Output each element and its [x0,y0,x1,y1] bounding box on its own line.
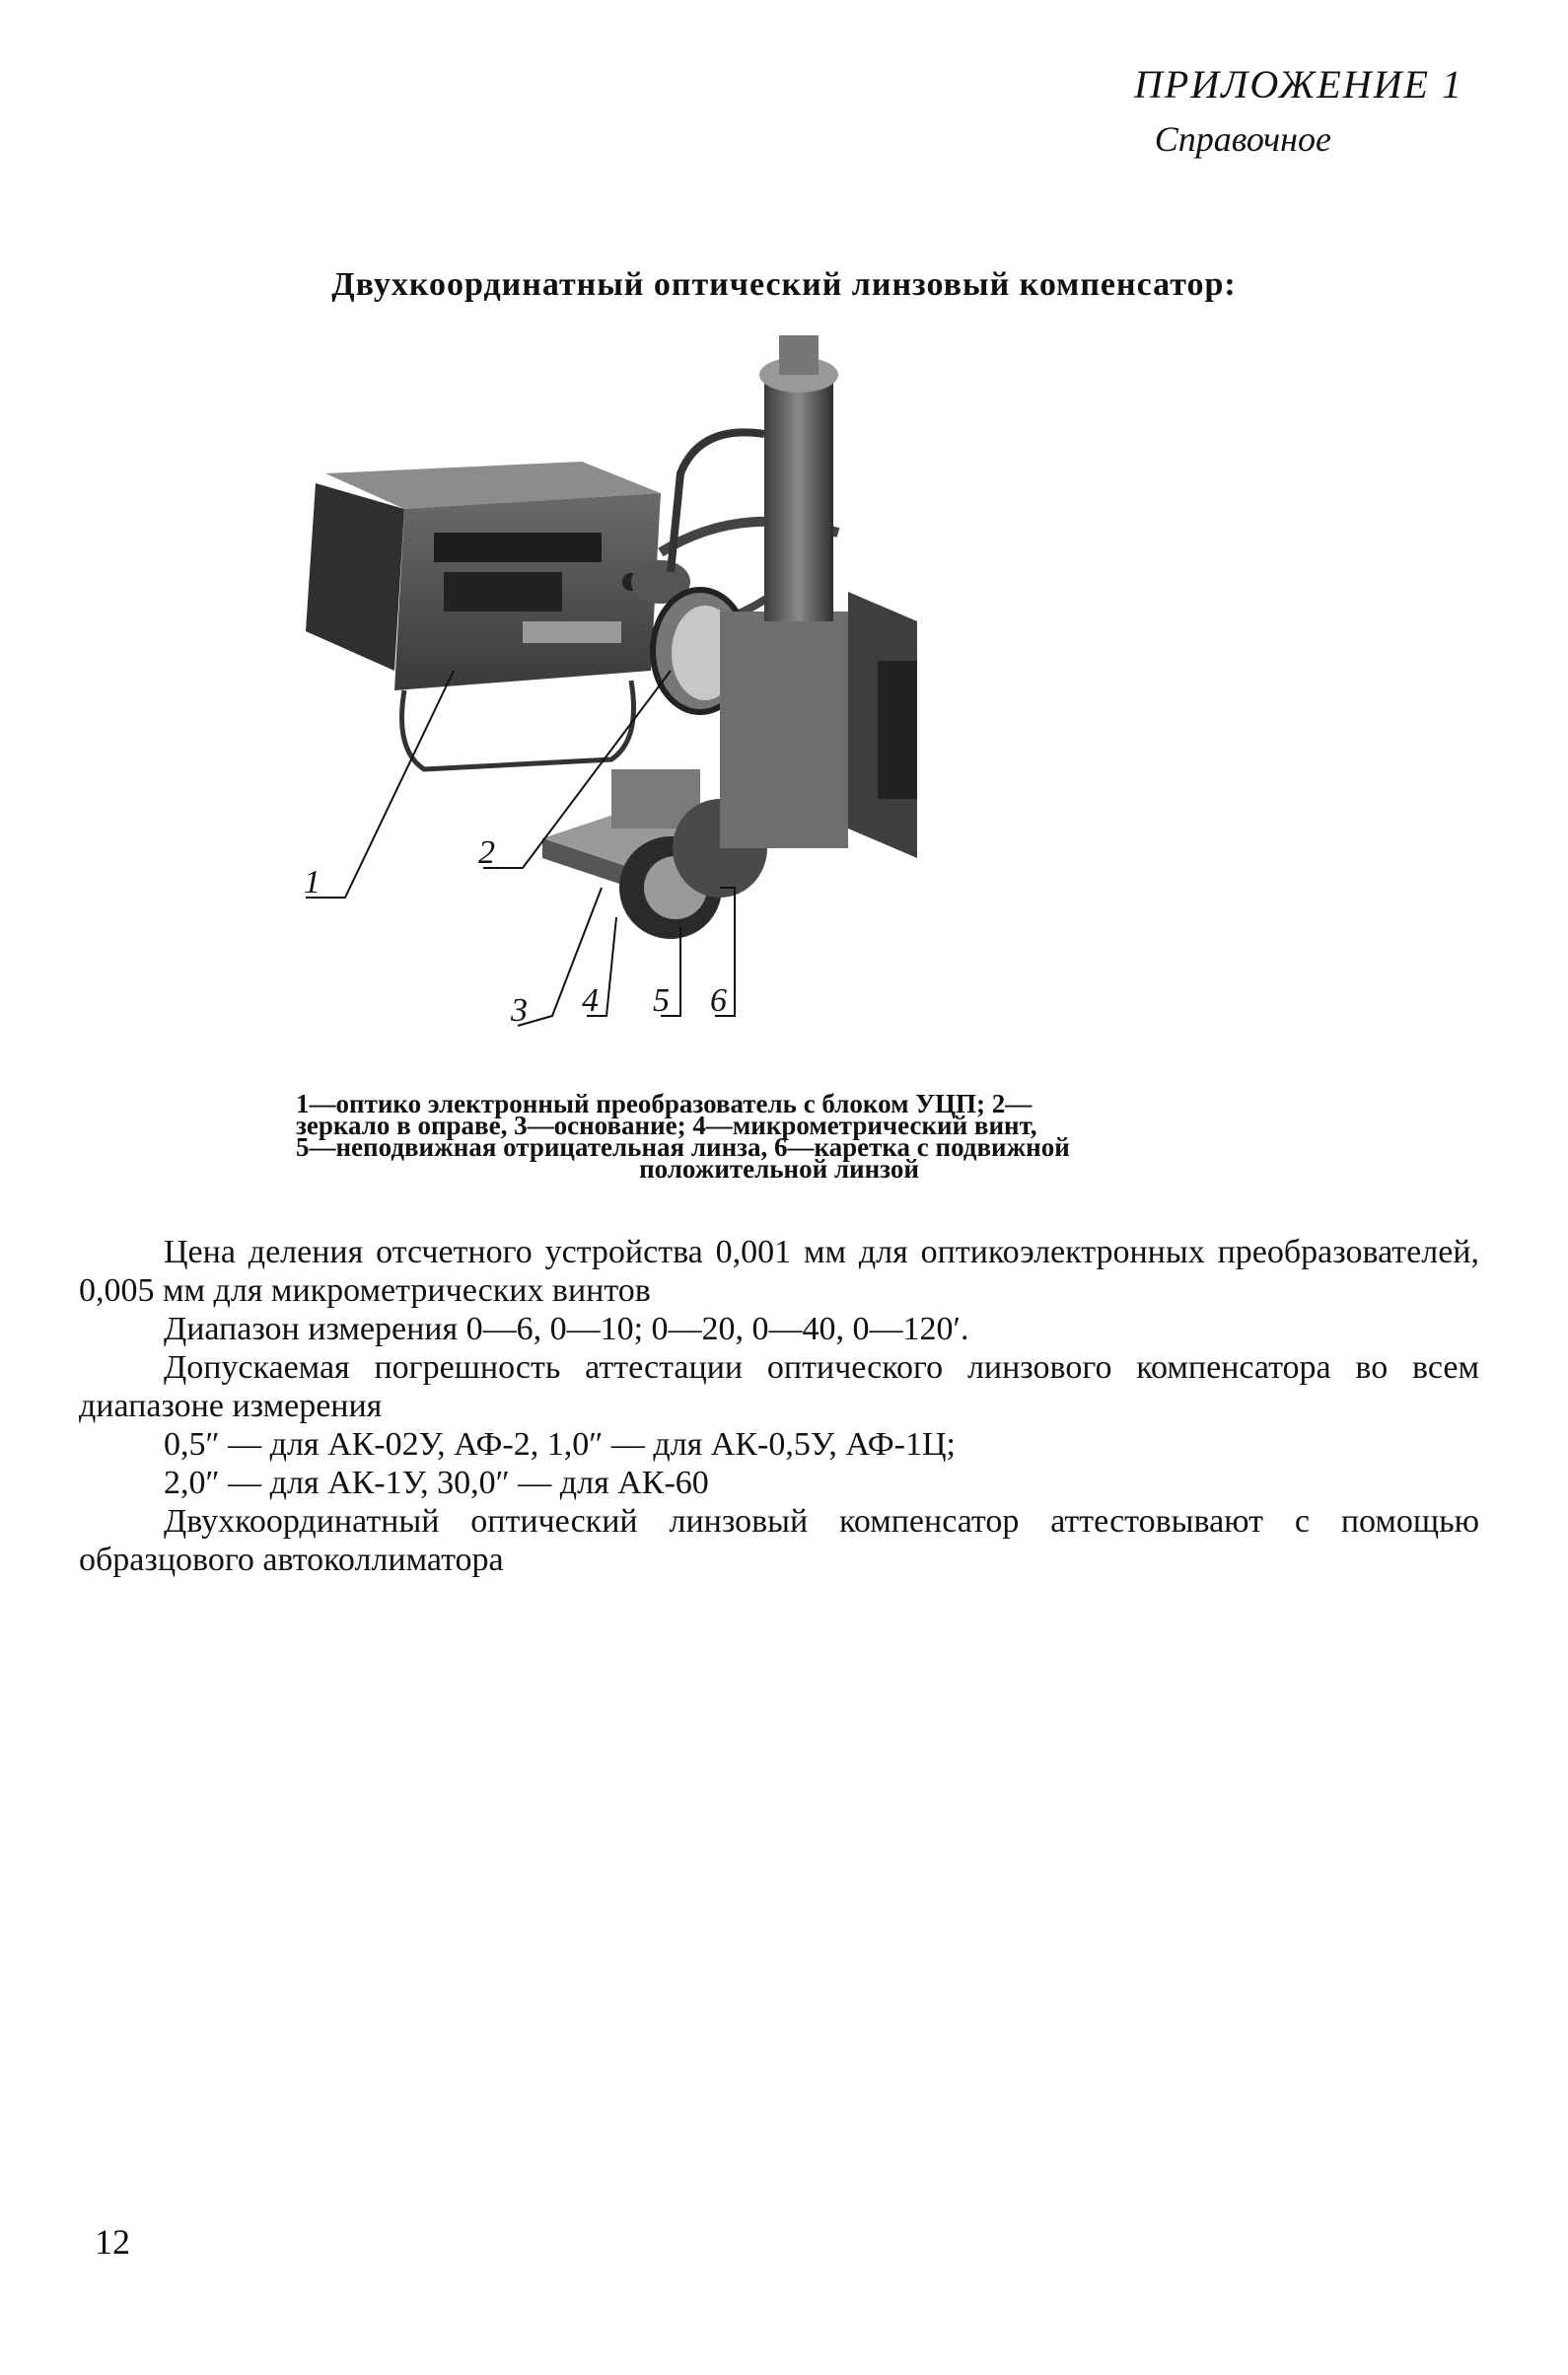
figure-label-4: 4 [582,982,599,1019]
body-text [79,1233,1479,1579]
figure-label-3: 3 [511,992,528,1029]
paragraph-certification: Двухкоординатный оптический линзовый компенсатор аттестовывают с помощью образцового автоколлиматора [79,1503,1479,1578]
figure-label-5: 5 [653,982,670,1019]
paragraph-values-2: 2,0″ — для АК-1У, 30,0″ — для АК-60 [164,1465,709,1501]
page-number: 12 [95,2222,130,2262]
figure-label-2: 2 [478,834,495,871]
paragraph-values-1: 0,5″ — для АК-02У, АФ-2, 1,0″ — для АК-0,5У, АФ-1Ц; [164,1426,956,1463]
figure-label-6: 6 [710,982,727,1019]
paragraph-range: Диапазон измерения 0—6, 0—10; 0—20, 0—40, 0—120′. [164,1311,969,1347]
caption-line: 1—оптико электронный преобразователь с блоком УЦП; 2— [296,1089,1033,1118]
figure-caption [296,1089,1262,1184]
caption-line: положительной линзой [639,1154,919,1184]
paragraph-error: Допускаемая погрешность аттестации оптического линзового компенсатора во всем диапазоне измерения [79,1349,1479,1424]
appendix-title: ПРИЛОЖЕНИЕ 1 [1134,62,1463,107]
appendix-type: Справочное [1154,119,1331,159]
paragraph-scale-division: Цена деления отсчетного устройства 0,001 мм для оптикоэлектронных преобразователей, 0,005 мм для микрометрических винтов [79,1234,1479,1309]
caption-line: зеркало в оправе, 3—основание; 4—микрометрический винт, [296,1111,1037,1140]
compensator-photo [286,335,1282,1065]
caption-line: 5—неподвижная отрицательная линза, 6—каретка с подвижной [296,1132,1070,1162]
figure-label-1: 1 [304,864,321,900]
figure-title: Двухкоординатный оптический линзовый компенсатор: [331,266,1237,303]
